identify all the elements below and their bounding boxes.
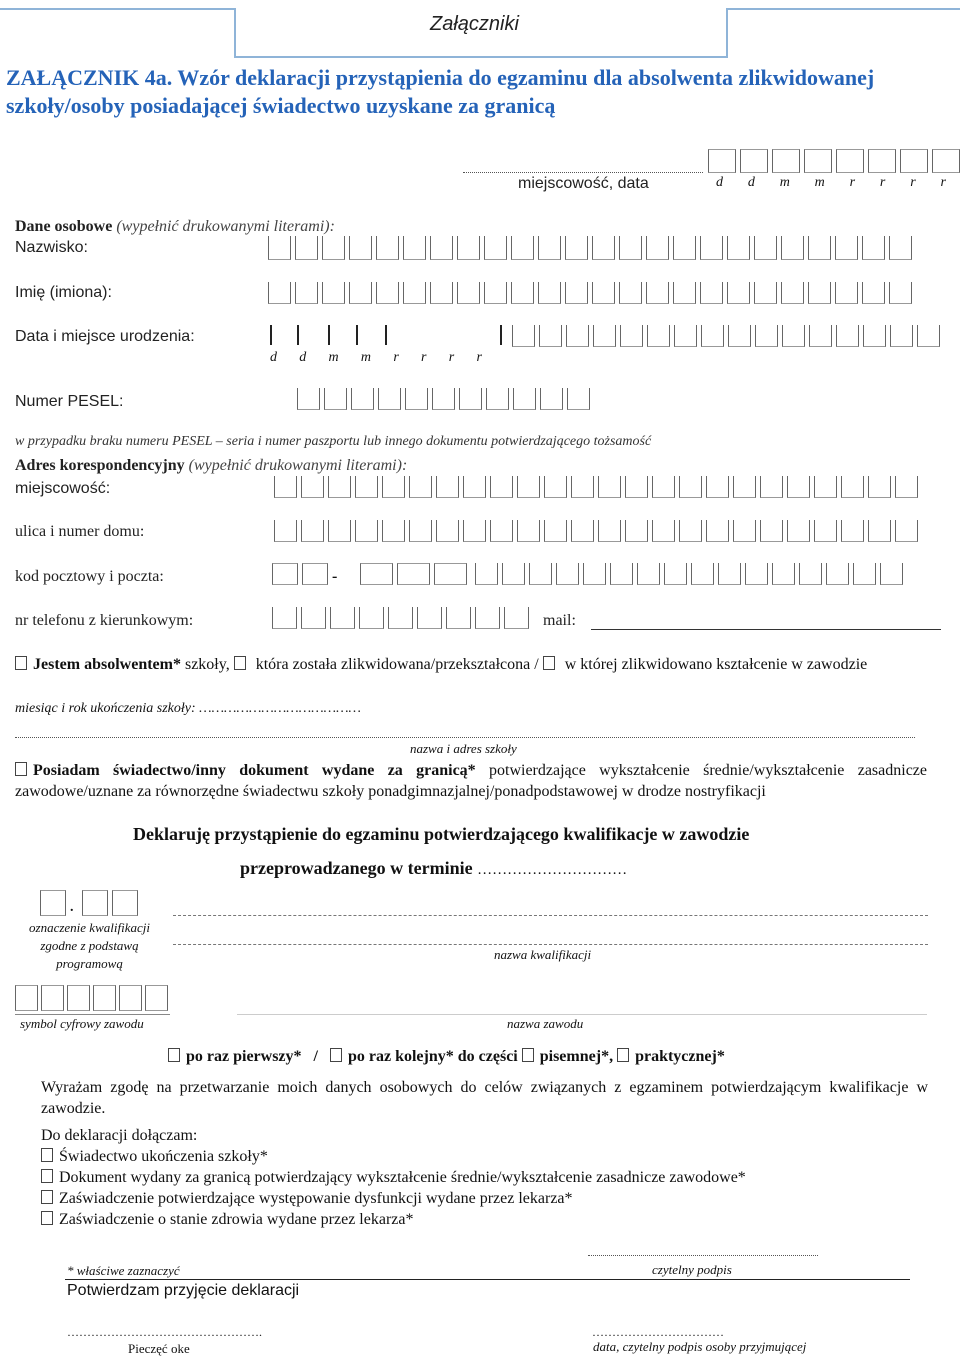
date-format-letter: m: [814, 175, 825, 190]
letter-box[interactable]: [841, 476, 864, 498]
page-title: ZAŁĄCZNIK 4a. Wzór deklaracji przystąpienia do egzaminu dla absolwenta zlikwidowanej szkoły/osoby posiadającej świadectwo uzyskane za granicą: [6, 65, 875, 118]
address-heading-bold: Adres korespondencyjny: [15, 457, 185, 474]
letter-box[interactable]: [517, 520, 540, 542]
letter-box[interactable]: [890, 325, 913, 347]
date-cell[interactable]: [868, 149, 896, 173]
letter-box[interactable]: [328, 476, 351, 498]
date-format: [716, 175, 946, 191]
birth-format-letter: r: [448, 350, 455, 365]
birth-date-tick: [356, 325, 358, 345]
letter-box[interactable]: [355, 476, 378, 498]
letter-box[interactable]: [862, 236, 885, 260]
letter-box[interactable]: [457, 282, 480, 304]
stamp-label: Pieczęć oke: [128, 1341, 190, 1356]
birth-format-letter: r: [393, 350, 399, 365]
letter-box[interactable]: [539, 325, 562, 347]
date-format-letter: d: [716, 175, 723, 190]
letter-box[interactable]: [376, 236, 399, 260]
birth-date-tick: [328, 325, 330, 345]
letter-box[interactable]: [733, 520, 756, 542]
letter-box[interactable]: [917, 325, 940, 347]
letter-box[interactable]: [529, 563, 552, 585]
birth-format-letter: m: [360, 350, 372, 365]
letter-box[interactable]: [457, 236, 480, 260]
attachment-item: [41, 1167, 746, 1188]
letter-box[interactable]: [403, 236, 426, 260]
letter-box[interactable]: [517, 476, 540, 498]
receiver-dots[interactable]: ……………………………: [592, 1325, 724, 1339]
letter-box[interactable]: [880, 563, 903, 585]
letter-box[interactable]: [446, 607, 471, 629]
profession-symbol-caption: symbol cyfrowy zawodu: [20, 1016, 144, 1031]
letter-box[interactable]: [619, 236, 642, 260]
letter-box[interactable]: [620, 325, 643, 347]
letter-box[interactable]: [625, 520, 648, 542]
letter-box[interactable]: [538, 282, 561, 304]
letter-box[interactable]: [405, 388, 428, 410]
letter-box[interactable]: [889, 282, 912, 304]
attachments: [41, 1125, 746, 1230]
city-label: miejscowość:: [15, 480, 111, 497]
letter-box[interactable]: [826, 563, 849, 585]
letter-box[interactable]: [646, 236, 669, 260]
written-part-label: pisemnej*,: [539, 1048, 614, 1065]
letter-box[interactable]: [119, 985, 142, 1011]
letter-box[interactable]: [463, 476, 486, 498]
attachment-item: [41, 1188, 746, 1209]
letter-box[interactable]: [571, 476, 594, 498]
letter-box[interactable]: [382, 520, 405, 542]
phone-label: nr telefonu z kierunkowym:: [15, 612, 194, 629]
letter-box[interactable]: [15, 985, 38, 1011]
letter-box[interactable]: [841, 520, 864, 542]
letter-box[interactable]: [701, 325, 724, 347]
letter-box[interactable]: [268, 236, 291, 260]
letter-box[interactable]: [809, 325, 832, 347]
letter-box[interactable]: [360, 563, 393, 585]
letter-box[interactable]: [700, 236, 723, 260]
letter-box[interactable]: [728, 325, 751, 347]
letter-box[interactable]: [808, 282, 831, 304]
letter-box[interactable]: [755, 325, 778, 347]
letter-box[interactable]: [436, 520, 459, 542]
first-attempt-checkbox[interactable]: [168, 1048, 180, 1062]
letter-box[interactable]: [691, 563, 714, 585]
date-boxes[interactable]: [708, 149, 960, 173]
declaration-line-2: [240, 858, 627, 879]
letter-box[interactable]: [274, 520, 297, 542]
mail-field-line[interactable]: [591, 629, 941, 630]
letter-box[interactable]: [673, 282, 696, 304]
letter-box[interactable]: [889, 236, 912, 260]
post-office-boxes[interactable]: [475, 563, 907, 585]
practical-part-checkbox[interactable]: [617, 1048, 629, 1062]
pesel-note: w przypadku braku numeru PESEL – seria i numer paszportu lub innego dokumentu potwierdzającego tożsamość: [15, 434, 652, 449]
letter-box[interactable]: [814, 476, 837, 498]
letter-box[interactable]: [727, 236, 750, 260]
qualification-dot: .: [70, 900, 74, 915]
personal-heading: [15, 218, 335, 236]
date-cell[interactable]: [900, 149, 928, 173]
attachment-checkbox[interactable]: [41, 1211, 53, 1225]
letter-box[interactable]: [274, 476, 297, 498]
qualification-code-cell[interactable]: [82, 890, 108, 916]
letter-box[interactable]: [486, 388, 509, 410]
letter-box[interactable]: [351, 388, 374, 410]
date-format-letter: d: [747, 175, 755, 190]
letter-box[interactable]: [484, 282, 507, 304]
birth-format-letter: r: [476, 350, 482, 365]
letter-box[interactable]: [432, 388, 455, 410]
letter-box[interactable]: [409, 520, 432, 542]
letter-box[interactable]: [502, 563, 525, 585]
letter-box[interactable]: [359, 607, 384, 629]
letter-box[interactable]: [459, 388, 482, 410]
letter-box[interactable]: [787, 476, 810, 498]
letter-box[interactable]: [571, 520, 594, 542]
profession-symbol-boxes[interactable]: [15, 985, 171, 1011]
letter-box[interactable]: [355, 520, 378, 542]
letter-box[interactable]: [538, 236, 561, 260]
birth-date-tick: [385, 325, 387, 345]
qualification-code-boxes[interactable]: [40, 890, 142, 916]
letter-box[interactable]: [808, 236, 831, 260]
letter-box[interactable]: [272, 607, 297, 629]
letter-box[interactable]: [598, 476, 621, 498]
finish-date-label: miesiąc i rok ukończenia szkoły: …………………………………: [15, 701, 361, 716]
letter-box[interactable]: [504, 607, 529, 629]
place-dotted-line: [463, 172, 703, 173]
letter-box[interactable]: [610, 563, 633, 585]
letter-box[interactable]: [781, 236, 804, 260]
letter-box[interactable]: [664, 563, 687, 585]
letter-box[interactable]: [706, 520, 729, 542]
letter-box[interactable]: [835, 236, 858, 260]
attachment-label: Zaświadczenie o stanie zdrowia wydane przez lekarza*: [59, 1211, 414, 1228]
birth-label: Data i miejsce urodzenia:: [15, 328, 195, 345]
address-heading-italic: (wypełnić drukowanymi literami):: [188, 457, 408, 474]
liquidated-training-checkbox[interactable]: [543, 656, 555, 670]
graduate-text-1: szkoły,: [180, 656, 230, 673]
footer-divider: [65, 1279, 910, 1280]
consent-text: Wyrażam zgodę na przetwarzanie moich danych osobowych do celów związanych z egzaminem potwierdzającym kwalifikacje w zawodzie.: [41, 1079, 928, 1117]
letter-box[interactable]: [592, 282, 615, 304]
attempt-row: [168, 1048, 725, 1066]
letter-box[interactable]: [760, 476, 783, 498]
birth-date-tick: [297, 325, 299, 345]
street-label: ulica i numer domu:: [15, 523, 145, 540]
date-format-letter: r: [849, 175, 856, 190]
receiver-caption: data, czytelny podpis osoby przyjmującej: [593, 1339, 807, 1354]
address-heading: [15, 457, 407, 475]
letter-box[interactable]: [388, 607, 413, 629]
school-caption: nazwa i adres szkoły: [410, 741, 517, 756]
letter-box[interactable]: [646, 282, 669, 304]
attachment-item: [41, 1146, 746, 1167]
date-cell[interactable]: [740, 149, 768, 173]
postal-code-second-boxes[interactable]: [360, 563, 471, 585]
graduate-text-2: która została zlikwidowana/przekształcona /: [251, 656, 539, 673]
street-boxes[interactable]: [274, 520, 922, 542]
letter-box[interactable]: [835, 282, 858, 304]
letter-box[interactable]: [652, 520, 675, 542]
letter-box[interactable]: [41, 985, 64, 1011]
letter-box[interactable]: [566, 325, 589, 347]
letter-box[interactable]: [862, 282, 885, 304]
attachment-label: Świadectwo ukończenia szkoły*: [59, 1148, 268, 1165]
letter-box[interactable]: [324, 388, 347, 410]
qualification-code-caption: [22, 919, 157, 973]
letter-box[interactable]: [322, 236, 345, 260]
letter-box[interactable]: [863, 325, 886, 347]
letter-box[interactable]: [727, 282, 750, 304]
letter-box[interactable]: [567, 388, 590, 410]
letter-box[interactable]: [673, 236, 696, 260]
letter-box[interactable]: [513, 388, 536, 410]
letter-box[interactable]: [301, 520, 324, 542]
letter-box[interactable]: [430, 282, 453, 304]
letter-box[interactable]: [322, 282, 345, 304]
letter-box[interactable]: [490, 476, 513, 498]
written-part-checkbox[interactable]: [522, 1048, 534, 1062]
letter-box[interactable]: [782, 325, 805, 347]
graduate-statement: [15, 654, 927, 675]
date-cell[interactable]: [932, 149, 960, 173]
declaration-line-1: Deklaruję przystąpienie do egzaminu potwierdzającego kwalifikacje w zawodzie: [133, 824, 750, 844]
letter-box[interactable]: [67, 985, 90, 1011]
attachment-label: Dokument wydany za granicą potwierdzający wykształcenie średnie/wykształcenie zasadnicze zawodowe*: [59, 1169, 746, 1186]
letter-box[interactable]: [706, 476, 729, 498]
postal-code-first-boxes[interactable]: [272, 563, 332, 585]
header-rule-right: [726, 8, 960, 10]
qualification-name-line-1[interactable]: [173, 915, 928, 916]
letter-box[interactable]: [814, 520, 837, 542]
letter-box[interactable]: [544, 520, 567, 542]
profession-symbol-line: [15, 1014, 170, 1015]
personal-heading-italic: (wypełnić drukowanymi literami):: [116, 218, 335, 235]
qualification-name-line-2[interactable]: [173, 944, 928, 945]
date-format-letter: r: [910, 175, 916, 190]
letter-box[interactable]: [598, 520, 621, 542]
practical-part-label: praktycznej*: [635, 1048, 725, 1065]
letter-box[interactable]: [700, 282, 723, 304]
postal-dash: -: [332, 568, 338, 585]
letter-box[interactable]: [328, 520, 351, 542]
letter-box[interactable]: [787, 520, 810, 542]
letter-box[interactable]: [417, 607, 442, 629]
date-format-letter: r: [879, 175, 886, 190]
birth-date-format: [270, 350, 482, 366]
letter-box[interactable]: [754, 236, 777, 260]
letter-box[interactable]: [430, 236, 453, 260]
date-cell[interactable]: [772, 149, 800, 173]
letter-box[interactable]: [301, 607, 326, 629]
letter-box[interactable]: [484, 236, 507, 260]
profession-name-caption: nazwa zawodu: [507, 1016, 584, 1031]
letter-box[interactable]: [409, 476, 432, 498]
letter-box[interactable]: [772, 563, 795, 585]
letter-box[interactable]: [652, 476, 675, 498]
letter-box[interactable]: [297, 388, 320, 410]
mail-label: mail:: [543, 612, 576, 629]
letter-box[interactable]: [619, 282, 642, 304]
profession-name-line[interactable]: [237, 1014, 927, 1015]
qualification-code-cell[interactable]: [40, 890, 66, 916]
letter-box[interactable]: [490, 520, 513, 542]
date-format-letter: r: [940, 175, 946, 190]
foreign-statement: [15, 760, 927, 802]
letter-box[interactable]: [592, 236, 615, 260]
letter-box[interactable]: [436, 476, 459, 498]
city-boxes[interactable]: [274, 476, 922, 498]
first-names-label: Imię (imiona):: [15, 284, 112, 301]
personal-heading-bold: Dane osobowe: [15, 218, 113, 235]
attachment-label: Zaświadczenie potwierdzające występowanie dysfunkcji wydane przez lekarza*: [59, 1190, 573, 1207]
qualification-caption-line: oznaczenie kwalifikacji: [29, 920, 150, 935]
attachment-checkbox[interactable]: [41, 1148, 53, 1162]
qualification-name-caption: nazwa kwalifikacji: [494, 947, 592, 962]
place-date-label: miejscowość, data: [518, 175, 649, 192]
letter-box[interactable]: [463, 520, 486, 542]
letter-box[interactable]: [674, 325, 697, 347]
foreign-rest: potwierdzające wykształcenie średnie/wykształcenie zasadnicze zawodowe/uznane za równorzędne świadectwu szkoły ponadgimnazjalnej/ponadpodstawowej w drodze nostryfikacji: [15, 762, 927, 800]
letter-box[interactable]: [556, 563, 579, 585]
school-dotted-line[interactable]: [15, 737, 915, 738]
date-cell[interactable]: [708, 149, 736, 173]
attachment-item: [41, 1209, 746, 1230]
letter-box[interactable]: [868, 520, 891, 542]
mark-note: * właściwe zaznaczyć: [67, 1263, 180, 1278]
letter-box[interactable]: [475, 563, 498, 585]
letter-box[interactable]: [718, 563, 741, 585]
letter-box[interactable]: [836, 325, 859, 347]
letter-box[interactable]: [330, 607, 355, 629]
signature-dotted-line[interactable]: [588, 1255, 818, 1256]
postal-label: kod pocztowy i poczta:: [15, 568, 164, 585]
letter-box[interactable]: [593, 325, 616, 347]
letter-box[interactable]: [145, 985, 168, 1011]
birth-format-letter: r: [421, 350, 427, 365]
letter-box[interactable]: [403, 282, 426, 304]
letter-box[interactable]: [760, 520, 783, 542]
attempt-separator: /: [313, 1048, 318, 1065]
pesel-label: Numer PESEL:: [15, 393, 124, 410]
surname-label: Nazwisko:: [15, 239, 88, 256]
letter-box[interactable]: [853, 563, 876, 585]
date-format-letter: m: [779, 175, 790, 190]
letter-box[interactable]: [378, 388, 401, 410]
letter-box[interactable]: [93, 985, 116, 1011]
attachments-heading: Do deklaracji dołączam:: [41, 1127, 198, 1144]
birth-place-boxes[interactable]: [512, 325, 944, 347]
letter-box[interactable]: [565, 236, 588, 260]
letter-box[interactable]: [647, 325, 670, 347]
letter-box[interactable]: [745, 563, 768, 585]
foreign-bold: Posiadam świadectwo/inny dokument wydane za granicą*: [33, 762, 476, 779]
liquidated-school-checkbox[interactable]: [234, 656, 246, 670]
foreign-checkbox[interactable]: [15, 762, 27, 776]
letter-box[interactable]: [376, 282, 399, 304]
letter-box[interactable]: [565, 282, 588, 304]
date-cell[interactable]: [804, 149, 832, 173]
letter-box[interactable]: [733, 476, 756, 498]
first-names-boxes[interactable]: [268, 282, 916, 304]
birth-format-letter: d: [299, 350, 307, 365]
letter-box[interactable]: [544, 476, 567, 498]
attachment-checkbox[interactable]: [41, 1190, 53, 1204]
letter-box[interactable]: [349, 282, 372, 304]
letter-box[interactable]: [302, 563, 328, 585]
graduate-text-3: w której zlikwidowano kształcenie w zawodzie: [560, 656, 868, 673]
declaration-term-label: przeprowadzanego w terminie: [240, 858, 473, 878]
signature-caption: czytelny podpis: [652, 1262, 732, 1277]
letter-box[interactable]: [295, 236, 318, 260]
letter-box[interactable]: [301, 476, 324, 498]
qualification-caption-line: zgodne z podstawą: [40, 938, 139, 953]
letter-box[interactable]: [397, 563, 430, 585]
pesel-boxes[interactable]: [297, 388, 594, 410]
letter-box[interactable]: [895, 520, 918, 542]
letter-box[interactable]: [540, 388, 563, 410]
qualification-code-cell[interactable]: [112, 890, 138, 916]
letter-box[interactable]: [512, 325, 535, 347]
letter-box[interactable]: [583, 563, 606, 585]
graduate-checkbox[interactable]: [15, 656, 27, 670]
next-attempt-label: po raz kolejny* do części: [347, 1048, 518, 1065]
letter-box[interactable]: [349, 236, 372, 260]
date-cell[interactable]: [836, 149, 864, 173]
letter-box[interactable]: [637, 563, 660, 585]
attachment-checkbox[interactable]: [41, 1169, 53, 1183]
letter-box[interactable]: [799, 563, 822, 585]
letter-box[interactable]: [382, 476, 405, 498]
confirm-label: Potwierdzam przyjęcie deklaracji: [67, 1282, 300, 1299]
header-tab-label: Załączniki: [430, 13, 519, 35]
birth-date-tick: [500, 325, 502, 345]
letter-box[interactable]: [679, 520, 702, 542]
phone-boxes[interactable]: [272, 607, 533, 629]
letter-box[interactable]: [434, 563, 467, 585]
letter-box[interactable]: [511, 236, 534, 260]
birth-date-tick: [270, 325, 272, 345]
birth-format-letter: d: [270, 350, 277, 365]
declaration-term-dots[interactable]: …………………………: [477, 862, 628, 878]
first-attempt-label: po raz pierwszy*: [186, 1048, 302, 1065]
next-attempt-checkbox[interactable]: [330, 1048, 342, 1062]
stamp-dots[interactable]: ………………………………………….: [67, 1325, 262, 1339]
birth-format-letter: m: [328, 350, 339, 365]
graduate-bold: Jestem absolwentem*: [33, 656, 181, 673]
header-rule-left: [0, 8, 236, 10]
letter-box[interactable]: [625, 476, 648, 498]
letter-box[interactable]: [268, 282, 291, 304]
surname-boxes[interactable]: [268, 236, 916, 260]
letter-box[interactable]: [511, 282, 534, 304]
letter-box[interactable]: [895, 476, 918, 498]
letter-box[interactable]: [754, 282, 777, 304]
letter-box[interactable]: [475, 607, 500, 629]
qualification-caption-line: programową: [56, 956, 123, 971]
letter-box[interactable]: [679, 476, 702, 498]
letter-box[interactable]: [272, 563, 298, 585]
letter-box[interactable]: [868, 476, 891, 498]
letter-box[interactable]: [781, 282, 804, 304]
letter-box[interactable]: [295, 282, 318, 304]
